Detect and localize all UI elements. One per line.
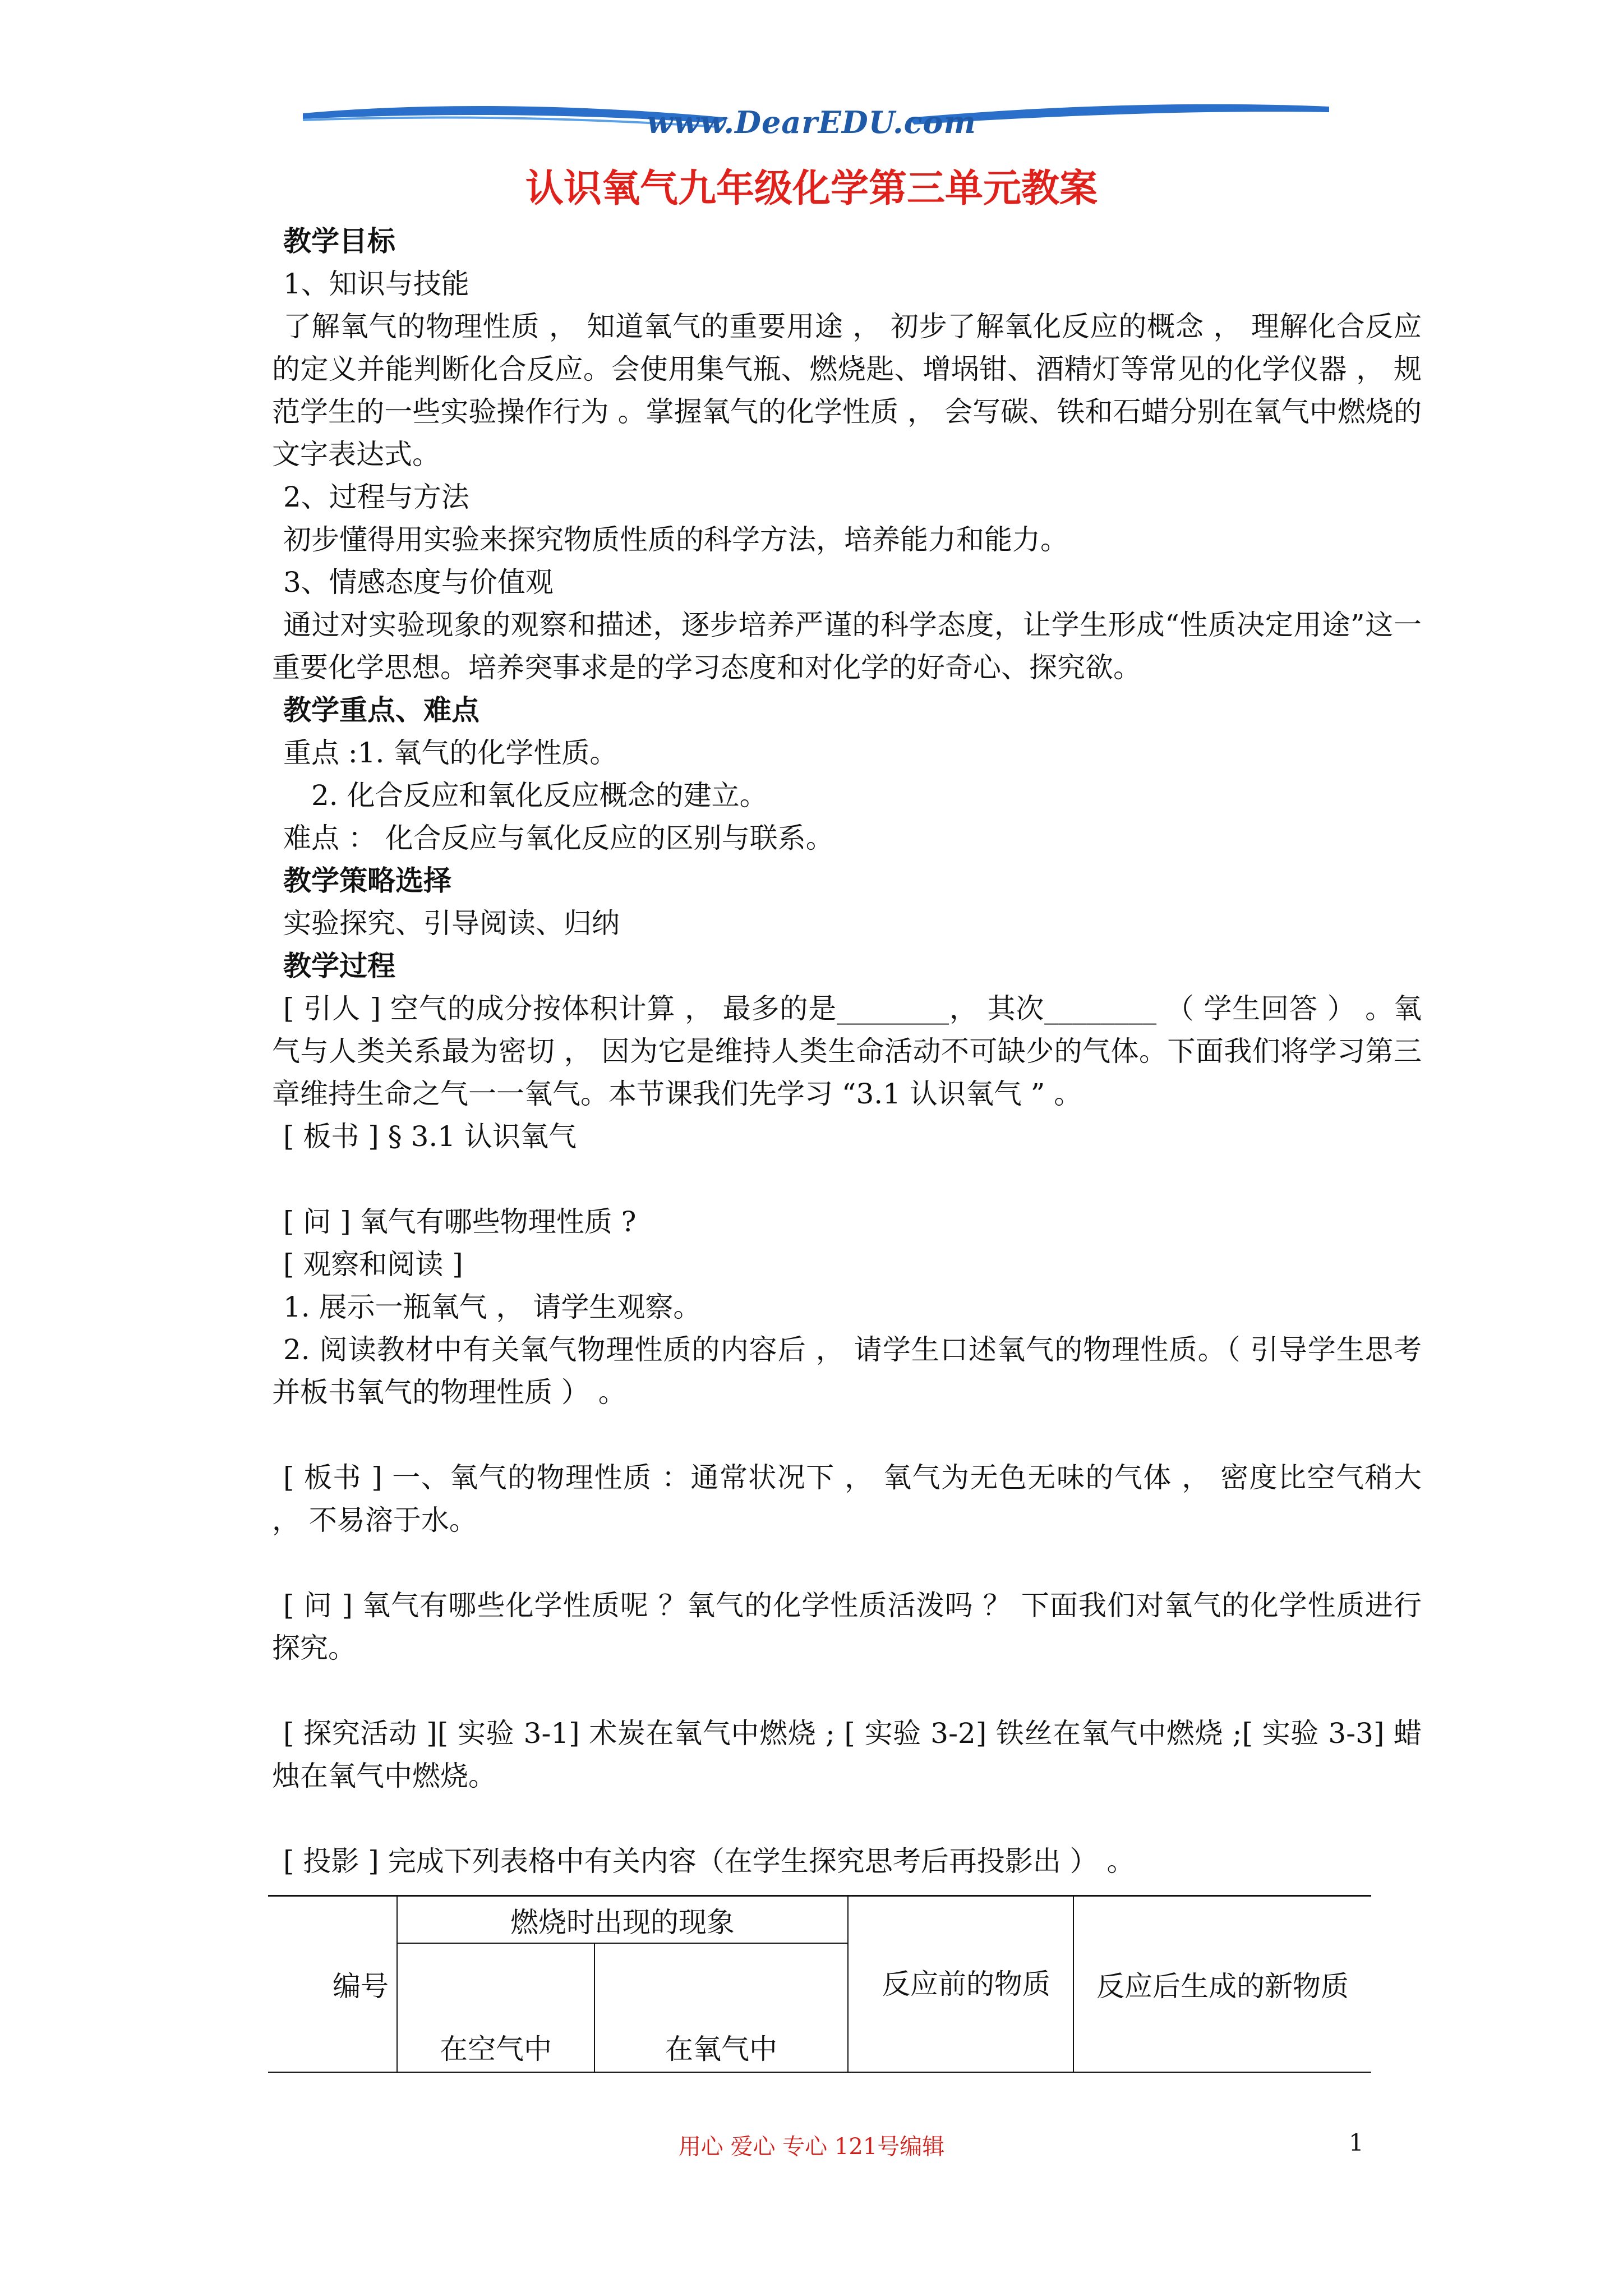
section-heading: 教学目标 <box>283 224 395 257</box>
table-header-phenomena: 燃烧时出现的现象 <box>397 1896 848 1943</box>
table-header-in-oxygen: 在氧气中 <box>594 1943 848 2072</box>
paragraph: 实验探究、引导阅读、归纳 <box>283 907 620 940</box>
paragraph: [ 板书 ] § 3.1 认识氧气 <box>283 1120 577 1153</box>
paragraph: 通过对实验现象的观察和描述，逐步培养严谨的科学态度，让学生形成“性质决定用途”这一重要化学思想。培养突事求是的学习态度和对化学的好奇心、探究欲。 <box>272 609 1422 684</box>
document-title: 认识氧气九年级化学第三单元教案 <box>525 166 1098 211</box>
section-heading: 教学策略选择 <box>283 864 451 897</box>
key-point: 重点 :1. 氧气的化学性质。 <box>283 737 618 769</box>
subheading: 1、知识与技能 <box>283 268 469 300</box>
paragraph: [ 问 ] 氧气有哪些化学性质呢 ？氧气的化学性质活泼吗 ？ 下面我们对氧气的化学性质进行探究。 <box>272 1589 1422 1664</box>
paragraph: 2. 阅读教材中有关氧气物理性质的内容后 ， 请学生口述氧气的物理性质。（ 引导学生思考并板书氧气的物理性质 ） 。 <box>272 1333 1422 1409</box>
section-heading: 教学重点、难点 <box>283 693 479 726</box>
table-header-before: 反应前的物质 <box>848 1896 1073 2072</box>
subheading: 3、情感态度与价值观 <box>283 566 554 599</box>
paragraph: [ 观察和阅读 ] <box>283 1248 463 1281</box>
experiment-table <box>268 1895 1371 2073</box>
footer-slogan: 用心 爱心 专心 121号编辑 <box>678 2134 945 2160</box>
difficult-point: 难点 ： 化合反应与氧化反应的区别与联系。 <box>283 822 834 854</box>
paragraph: [ 探究活动 ][ 实验 3-1] 术炭在氧气中燃烧 ; [ 实验 3-2] 铁丝在氧气中燃烧 ;[ 实验 3-3] 蜡烛在氧气中燃烧。 <box>272 1717 1422 1792</box>
site-logo-text[interactable]: www.DearEDU.com <box>647 104 976 140</box>
paragraph: 初步懂得用实验来探究物质性质的科学方法，培养能力和能力。 <box>283 523 1068 556</box>
paragraph: [ 引人 ] 空气的成分按体积计算 ， 最多的是________， 其次________ （ 学生回答 ） 。氧气与人类关系最为密切 ， 因为它是维持人类生命活动不可缺少的气体。下面我们将学习第三章维持生命之气一一氧气。本节课我们先学习 “3.1 认识氧气 ” 。 <box>272 992 1422 1110</box>
table-header-after: 反应后生成的新物质 <box>1073 1896 1371 2072</box>
paragraph: [ 板书 ] 一、氧气的物理性质 ：通常状况下 ， 氧气为无色无味的气体 ， 密度比空气稍大 ， 不易溶于水。 <box>272 1461 1422 1536</box>
page-number: 1 <box>1349 2129 1364 2156</box>
document-body <box>272 220 1422 1883</box>
paragraph: [ 投影 ] 完成下列表格中有关内容（在学生探究思考后再投影出 ） 。 <box>283 1845 1135 1878</box>
table-header-in-air: 在空气中 <box>397 1943 594 2072</box>
paragraph: [ 问 ] 氧气有哪些物理性质 ? <box>283 1205 637 1238</box>
paragraph: 了解氧气的物理性质 ， 知道氧气的重要用途 ， 初步了解氧化反应的概念 ， 理解化合反应的定义并能判断化合反应。会使用集气瓶、燃烧匙、增埚钳、酒精灯等常见的化学仪器 ， 规范学生的一些实验操作行为 。掌握氧气的化学性质 ， 会写碳、铁和石蜡分别在氧气中燃烧的文字表达式。 <box>272 310 1422 471</box>
table-header-number: 编号 <box>268 1896 397 2072</box>
paragraph: 1. 展示一瓶氧气 ， 请学生观察。 <box>283 1291 702 1323</box>
key-point: 2. 化合反应和氧化反应概念的建立。 <box>311 779 768 812</box>
subheading: 2、过程与方法 <box>283 481 469 513</box>
section-heading: 教学过程 <box>283 949 395 982</box>
